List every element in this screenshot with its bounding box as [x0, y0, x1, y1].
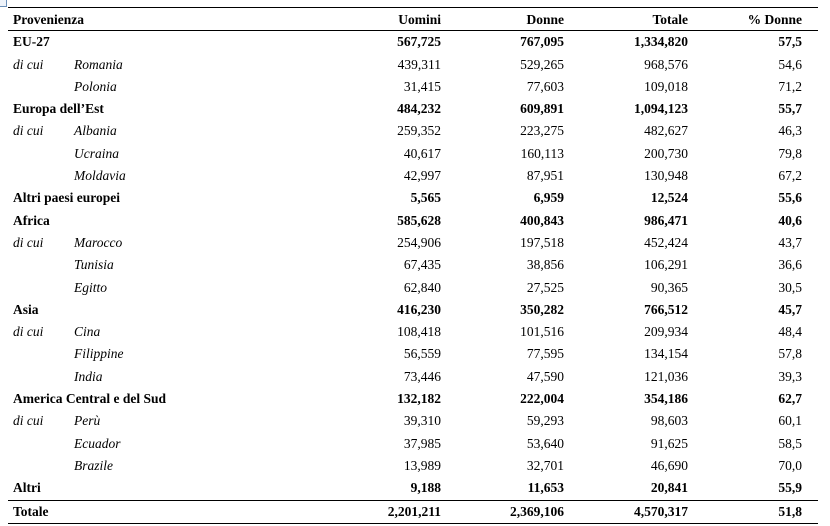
pct-women-value: 79,8 — [778, 145, 802, 161]
total-value: 200,730 — [644, 145, 688, 161]
men-value: 259,352 — [397, 123, 441, 139]
total-row — [8, 501, 818, 523]
women-value: 59,293 — [526, 413, 564, 429]
pct-women-value: 71,2 — [778, 78, 802, 94]
table-row — [8, 277, 818, 299]
total-value: 968,576 — [644, 56, 688, 72]
table-row — [8, 210, 818, 232]
women-value: 77,603 — [526, 78, 564, 94]
pct-women-value: 70,0 — [778, 457, 802, 473]
pct-women-value: 43,7 — [778, 234, 802, 250]
pct-women-value: 40,6 — [778, 212, 802, 228]
men-value: 39,310 — [403, 413, 441, 429]
men-value: 5,565 — [410, 190, 441, 206]
total-value: 1,094,123 — [634, 101, 688, 117]
row-label: Asia — [13, 301, 39, 317]
women-value: 350,282 — [520, 301, 564, 317]
row-label: Albania — [74, 123, 117, 139]
row-label: India — [74, 368, 103, 384]
table-row — [8, 187, 818, 209]
women-value: 53,640 — [526, 435, 564, 451]
table-row — [8, 120, 818, 142]
bottom-rule — [8, 523, 818, 524]
row-label: Cina — [74, 324, 101, 340]
women-value: 87,951 — [526, 168, 564, 184]
women-value: 222,004 — [520, 391, 564, 407]
header-row — [8, 8, 818, 30]
header-total: Totale — [652, 12, 688, 27]
pct-women-value: 30,5 — [778, 279, 802, 295]
women-value: 223,275 — [520, 123, 564, 139]
sub-label: di cui — [13, 123, 44, 139]
women-value: 400,843 — [520, 212, 564, 228]
row-label: America Central e del Sud — [13, 391, 166, 407]
total-value: 130,948 — [644, 168, 688, 184]
total-value: 452,424 — [644, 234, 688, 250]
cell-corner-marker — [0, 0, 7, 7]
total-value: 12,524 — [650, 190, 688, 206]
pct-women-value: 54,6 — [778, 56, 802, 72]
row-label: Moldavia — [74, 168, 126, 184]
men-value: 2,201,211 — [387, 503, 441, 519]
men-value: 567,725 — [397, 34, 441, 50]
women-value: 27,525 — [526, 279, 564, 295]
men-value: 37,985 — [403, 435, 441, 451]
total-value: 91,625 — [650, 435, 688, 451]
header-women: Donne — [526, 12, 564, 27]
table-row — [8, 165, 818, 187]
table-row — [8, 477, 818, 499]
men-value: 42,997 — [403, 168, 441, 184]
men-value: 73,446 — [403, 368, 441, 384]
row-label: Egitto — [74, 279, 107, 295]
pct-women-value: 67,2 — [778, 168, 802, 184]
row-label: Europa dell’Est — [13, 101, 104, 117]
men-value: 13,989 — [403, 457, 441, 473]
pct-women-value: 46,3 — [778, 123, 802, 139]
women-value: 767,095 — [520, 34, 564, 50]
women-value: 47,590 — [526, 368, 564, 384]
men-value: 62,840 — [403, 279, 441, 295]
sub-label: di cui — [13, 413, 44, 429]
sub-label: di cui — [13, 56, 44, 72]
table-row — [8, 98, 818, 120]
row-label: Filippine — [74, 346, 124, 362]
row-label: Ecuador — [74, 435, 121, 451]
row-label: Tunisia — [74, 257, 114, 273]
total-value: 106,291 — [644, 257, 688, 273]
sub-label: di cui — [13, 234, 44, 250]
men-value: 108,418 — [397, 324, 441, 340]
table-row — [8, 299, 818, 321]
total-value: 109,018 — [644, 78, 688, 94]
men-value: 484,232 — [397, 101, 441, 117]
row-label: Altri — [13, 480, 41, 496]
women-value: 2,369,106 — [510, 503, 564, 519]
pct-women-value: 57,5 — [778, 34, 802, 50]
women-value: 609,891 — [520, 101, 564, 117]
pct-women-value: 45,7 — [778, 301, 802, 317]
pct-women-value: 58,5 — [778, 435, 802, 451]
women-value: 529,265 — [520, 56, 564, 72]
table-row — [8, 366, 818, 388]
total-value: 986,471 — [644, 212, 688, 228]
table-row — [8, 143, 818, 165]
row-label: Brazile — [74, 457, 113, 473]
pct-women-value: 39,3 — [778, 368, 802, 384]
total-value: 20,841 — [650, 480, 688, 496]
men-value: 132,182 — [397, 391, 441, 407]
total-value: 1,334,820 — [634, 34, 688, 50]
table-row — [8, 232, 818, 254]
row-label: Altri paesi europei — [13, 190, 120, 206]
men-value: 585,628 — [397, 212, 441, 228]
sub-label: di cui — [13, 324, 44, 340]
total-value: 482,627 — [644, 123, 688, 139]
total-value: 354,186 — [644, 391, 688, 407]
men-value: 56,559 — [403, 346, 441, 362]
row-label: Polonia — [74, 78, 117, 94]
women-value: 6,959 — [533, 190, 564, 206]
women-value: 160,113 — [520, 145, 564, 161]
table-row — [8, 343, 818, 365]
total-value: 134,154 — [644, 346, 688, 362]
row-label: Romania — [74, 56, 123, 72]
total-value: 46,690 — [650, 457, 688, 473]
table-row — [8, 455, 818, 477]
men-value: 416,230 — [397, 301, 441, 317]
header-men: Uomini — [398, 12, 441, 27]
table-row — [8, 410, 818, 432]
pct-women-value: 55,9 — [778, 480, 802, 496]
total-value: 4,570,317 — [634, 503, 688, 519]
pct-women-value: 55,7 — [778, 101, 802, 117]
total-value: 209,934 — [644, 324, 688, 340]
row-label: Ucraina — [74, 145, 119, 161]
pct-women-value: 51,8 — [778, 503, 802, 519]
men-value: 31,415 — [403, 78, 441, 94]
total-value: 98,603 — [650, 413, 688, 429]
men-value: 40,617 — [403, 145, 441, 161]
men-value: 9,188 — [410, 480, 441, 496]
table-row — [8, 321, 818, 343]
pct-women-value: 48,4 — [778, 324, 802, 340]
row-label: Marocco — [74, 234, 123, 250]
table-row — [8, 54, 818, 76]
men-value: 439,311 — [397, 56, 441, 72]
pct-women-value: 55,6 — [778, 190, 802, 206]
total-label: Totale — [13, 503, 49, 519]
total-value: 766,512 — [644, 301, 688, 317]
row-label: Perù — [74, 413, 101, 429]
women-value: 32,701 — [526, 457, 564, 473]
women-value: 11,653 — [527, 480, 564, 496]
table-row — [8, 31, 818, 53]
pct-women-value: 57,8 — [778, 346, 802, 362]
women-value: 197,518 — [520, 234, 564, 250]
women-value: 38,856 — [526, 257, 564, 273]
pct-women-value: 60,1 — [778, 413, 802, 429]
men-value: 254,906 — [397, 234, 441, 250]
pct-women-value: 36,6 — [778, 257, 802, 273]
women-value: 101,516 — [520, 324, 564, 340]
table-row — [8, 388, 818, 410]
pct-women-value: 62,7 — [778, 391, 802, 407]
table-row — [8, 433, 818, 455]
row-label: Africa — [13, 212, 50, 228]
header-pct-women: % Donne — [747, 12, 802, 27]
total-value: 90,365 — [650, 279, 688, 295]
migration-table — [8, 7, 818, 524]
row-label: EU-27 — [13, 34, 50, 50]
total-value: 121,036 — [644, 368, 688, 384]
men-value: 67,435 — [403, 257, 441, 273]
table-row — [8, 76, 818, 98]
table-row — [8, 254, 818, 276]
header-origin: Provenienza — [13, 12, 84, 27]
women-value: 77,595 — [526, 346, 564, 362]
